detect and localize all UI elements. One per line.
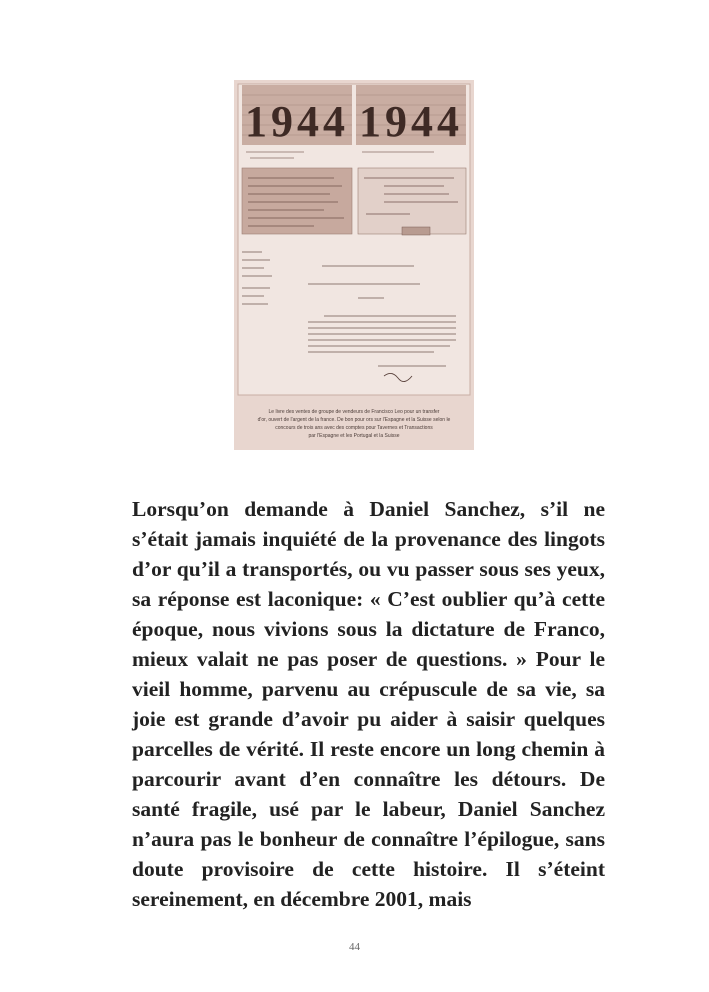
- stamp-year-left: 1944: [245, 97, 349, 146]
- archival-document-photo: [234, 80, 474, 450]
- stamp-year-right: 1944: [359, 97, 463, 146]
- caption-line: concours de trois ans avec des comptes pour Tavernes et Transactions: [275, 425, 433, 431]
- caption-line: par l'Espagne et les Portugal et la Suisse: [308, 433, 400, 439]
- caption-line: d'or, ouvert de l'argent de la france. De bon pour ors sur l'Espagne et la Suisse selon le: [257, 417, 451, 423]
- page-number: 44: [349, 941, 360, 953]
- body-paragraph: Lorsqu’on demande à Daniel Sanchez, s’il ne s’était jamais inquiété de la provenance des lingots d’or qu’il a transportés, ou vu passer sous ses yeux, sa réponse est laconique: « C’est oublier qu’à cette époque, nous vivions sous la dictature de Franco, mieux valait ne pas poser de questions. » Pour le vieil homme, parvenu au crépuscule de sa vie, sa joie est grande d’avoir pu aider à saisir quelques parcelles de vérité. Il reste encore un long chemin à parcourir avant d’en connaître les détours. De santé fragile, usé par le labeur, Daniel Sanchez n’aura pas le bonheur de connaître l’épilogue, sans doute provisoire de cette histoire. Il s’éteint sereinement, en décembre 2001, mais: [132, 497, 605, 911]
- caption-line: Le livre des ventes de groupe de vendeurs de Francisco Leo pour un transfer: [268, 409, 440, 415]
- figure-caption: [244, 408, 464, 440]
